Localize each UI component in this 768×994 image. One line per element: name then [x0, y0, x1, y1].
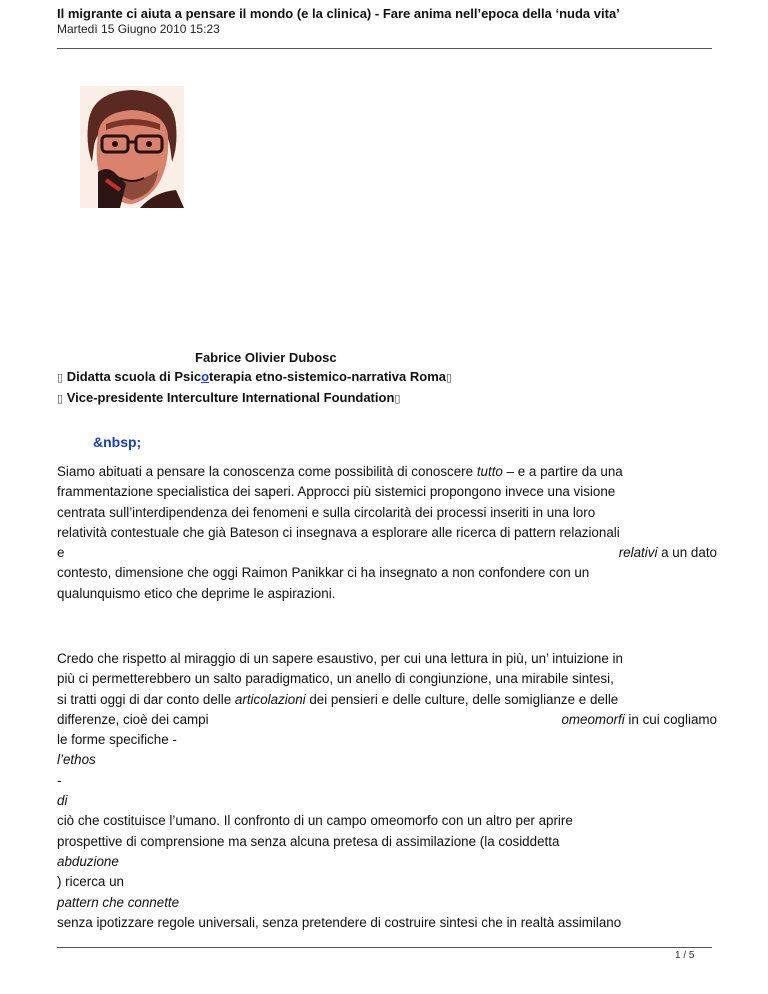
text-line: qualunquismo etico che deprime le aspirazioni. — [57, 585, 336, 601]
italic-text-line: abduzione — [57, 853, 119, 869]
author-photo — [80, 86, 184, 208]
text-run: si tratti oggi di dar conto delle — [57, 691, 235, 707]
text-line — [57, 690, 717, 710]
text-line: le forme specifiche - — [57, 732, 177, 748]
italic-text: omeomorfi — [561, 711, 625, 727]
footer-divider — [57, 947, 712, 948]
italic-text-line: di — [57, 793, 68, 809]
italic-text: relativi — [618, 545, 658, 561]
italic-text: articolazioni — [234, 691, 306, 707]
text-run-group — [561, 710, 717, 730]
box-glyph: ▯ — [445, 372, 453, 384]
role1-suffix: terapia etno-sistemico-narrativa Roma — [209, 369, 446, 384]
role1-prefix: Didatta scuola di Psic — [66, 369, 202, 384]
role1-link[interactable]: o — [201, 369, 210, 384]
text-line: centrata sull’interdipendenza dei fenomeni e sulla circolarità dei processi inseriti in una loro — [57, 504, 596, 520]
author-role-foundation — [57, 388, 717, 409]
box-glyph: ▯ — [57, 372, 64, 384]
text-run: differenze, cioè dei campi — [57, 711, 209, 727]
role2-text: Vice-presidente Interculture International Foundation — [66, 390, 395, 405]
italic-text-line: l’ethos — [57, 752, 96, 768]
box-glyph: ▯ — [394, 393, 401, 405]
text-run: e — [57, 545, 65, 561]
text-line: frammentazione specialistica dei saperi. Approcci più sistemici propongono invece una visione — [57, 484, 616, 500]
text-run: Siamo abituati a pensare la conoscenza come possibilità di conoscere — [57, 464, 477, 479]
text-line: più ci permetterebbero un salto paradigmatico, un anello di congiunzione, una mirabile sintesi, — [57, 671, 614, 687]
text-run: in cui cogliamo — [624, 711, 717, 727]
author-portrait-image — [80, 86, 184, 208]
text-run-group — [619, 543, 717, 563]
paragraph-2 — [57, 649, 717, 933]
author-name: Fabrice Olivier Dubosc — [195, 350, 337, 365]
nbsp-link[interactable]: &nbsp; — [93, 434, 142, 450]
text-run: – e a partire da una — [502, 464, 623, 479]
text-run: a un dato — [657, 545, 717, 561]
text-line: ciò che costituisce l’umano. Il confronto di un campo omeomorfo con un altro per aprire — [57, 813, 573, 829]
page-header — [57, 6, 717, 37]
text-line-justified — [57, 543, 717, 563]
author-info — [57, 348, 717, 409]
text-line: - — [57, 772, 62, 788]
text-line-justified — [57, 710, 717, 730]
text-line: prospettive di comprensione ma senza alcuna pretesa di assimilazione (la cosiddetta — [57, 833, 560, 849]
text-line — [57, 462, 717, 482]
header-divider — [57, 48, 712, 49]
text-line: ) ricerca un — [57, 874, 124, 890]
paragraph-1 — [57, 462, 717, 604]
box-glyph: ▯ — [57, 393, 64, 405]
italic-text: tutto — [476, 464, 503, 479]
text-line: senza ipotizzare regole universali, senza pretendere di costruire sintesi che in realtà assimilano — [57, 914, 622, 930]
author-role-psychotherapy — [57, 367, 717, 388]
italic-text-line: pattern che connette — [57, 894, 180, 910]
page-number: 1 / 5 — [675, 950, 695, 961]
text-run: dei pensieri e delle culture, delle somiglianze e delle — [305, 691, 619, 707]
text-line: contesto, dimensione che oggi Raimon Panikkar ci ha insegnato a non confondere con un — [57, 565, 590, 581]
text-line: Credo che rispetto al miraggio di un sapere esaustivo, per cui una lettura in più, un’ intuizione in — [57, 651, 623, 666]
document-title: Il migrante ci aiuta a pensare il mondo (e la clinica) - Fare anima nell’epoca della ‘nuda vita’ — [57, 6, 620, 21]
publish-date: Martedì 15 Giugno 2010 15:23 — [57, 22, 220, 36]
text-line: relatività contestuale che già Bateson ci insegnava a esplorare alle ricerca di pattern relazionali — [57, 524, 620, 540]
